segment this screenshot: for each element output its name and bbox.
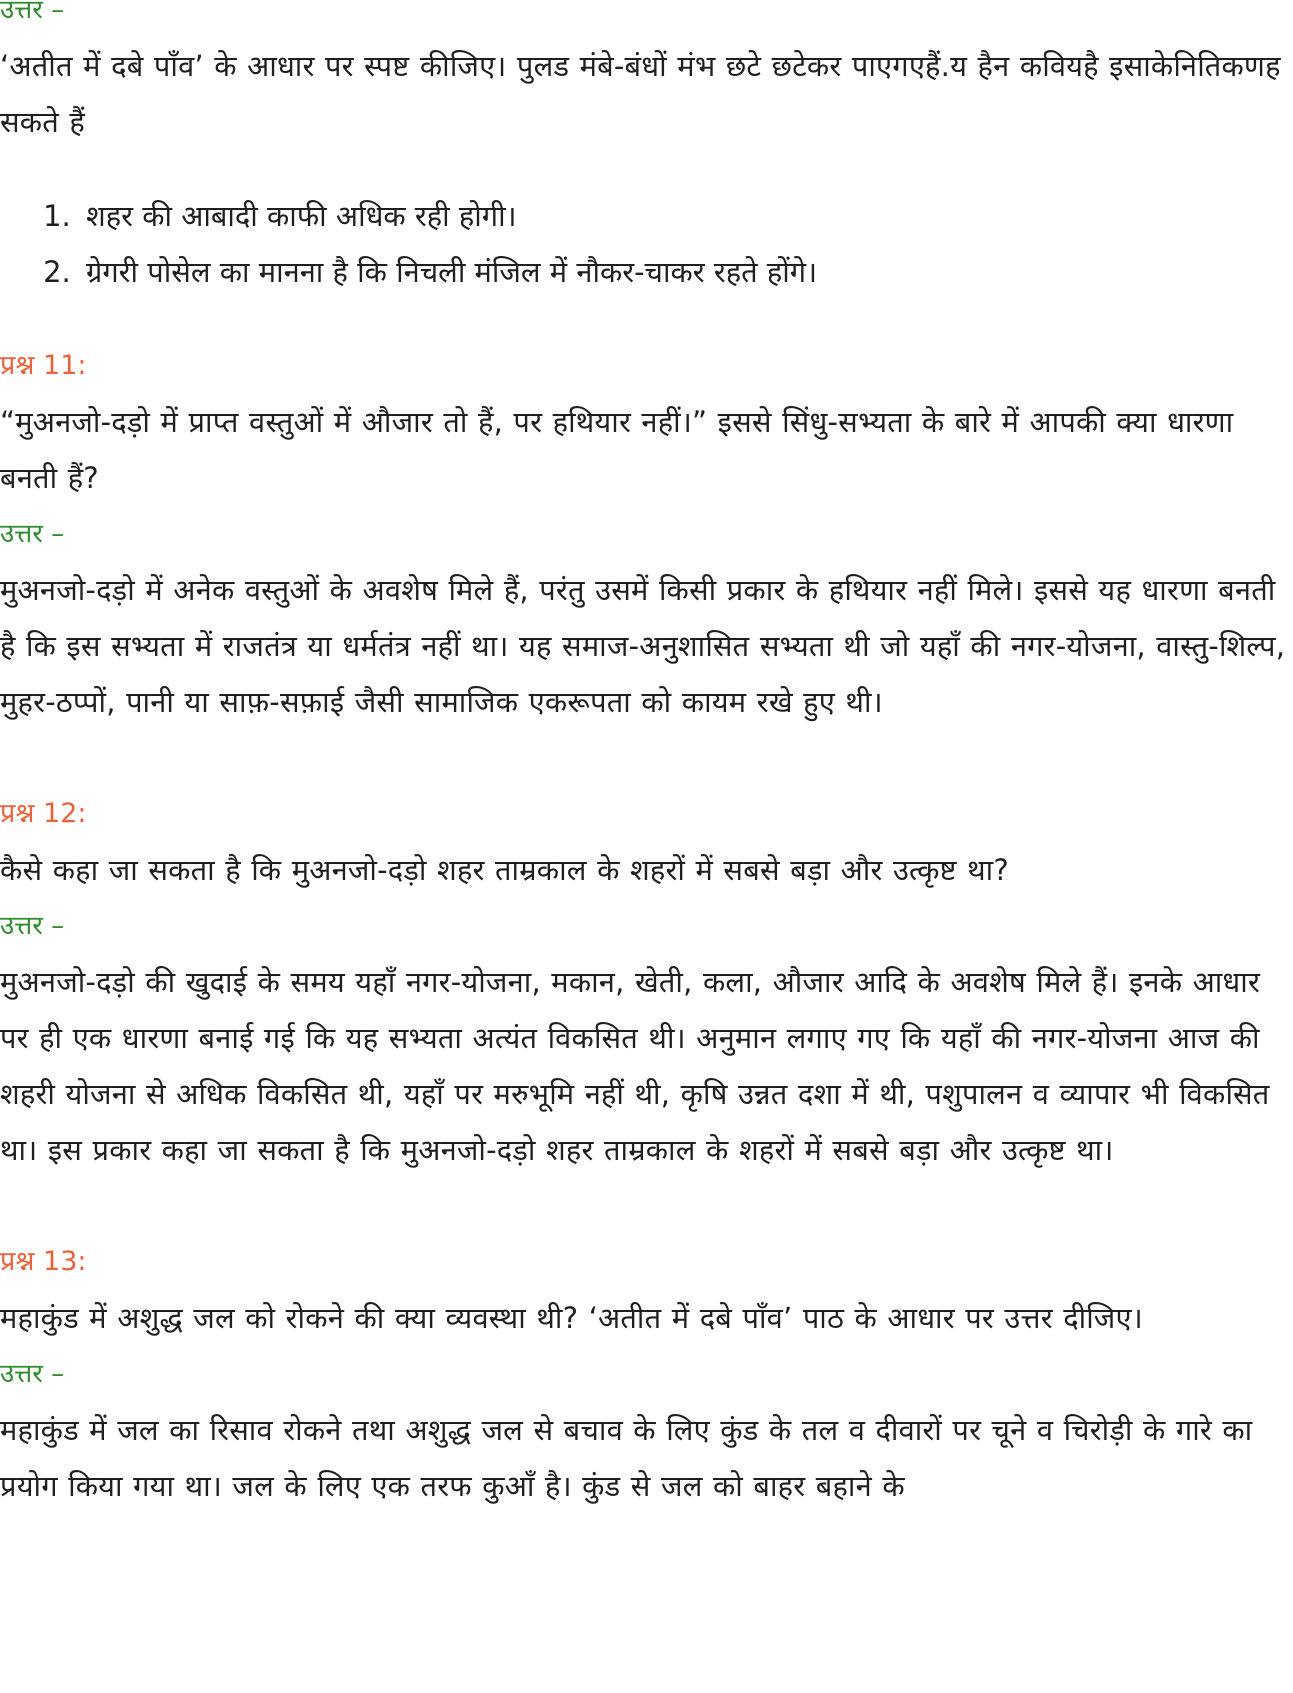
- answer-label: उत्तर –: [0, 0, 65, 25]
- question-text: “मुअनजो-दड़ो में प्राप्त वस्तुओं में औजार तो हैं, पर हथियार नहीं।” इससे सिंधु-सभ्यता के बारे में आपकी क्या धारणा बनती हैं?: [0, 405, 1234, 495]
- answer-label: उत्तर –: [0, 911, 65, 941]
- question-label: प्रश्न 13:: [0, 1246, 87, 1277]
- answer-text: मुअनजो-दड़ो में अनेक वस्तुओं के अवशेष मिले हैं, परंतु उसमें किसी प्रकार के हथियार नहीं मिले। इससे यह धारणा बनती है कि इस सभ्यता में राजतंत्र या धर्मतंत्र नहीं था। यह समाज-अनुशासित सभ्यता थी जो यहाँ की नगर-योजना, वास्तु-शिल्प, मुहर-ठप्पों, पानी या साफ़-सफ़ाई जैसी सामाजिक एकरूपता को कायम रखे हुए थी।: [0, 573, 1286, 719]
- question-label: प्रश्न 12:: [0, 798, 87, 829]
- answer-text: महाकुंड में जल का रिसाव रोकने तथा अशुद्ध जल से बचाव के लिए कुंड के तल व दीवारों पर चूने व चिरोड़ी के गारे का प्रयोग किया गया था। जल के लिए एक तरफ कुआँ है। कुंड से जल को बाहर बहाने के: [0, 1413, 1253, 1503]
- spacer: [0, 1178, 1290, 1234]
- spacer: [0, 150, 1290, 188]
- list-item: 1. शहर की आबादी काफी अधिक रही होगी।: [80, 188, 1290, 244]
- answer-label: उत्तर –: [0, 519, 65, 549]
- answer-text: मुअनजो-दड़ो की खुदाई के समय यहाँ नगर-योजना, मकान, खेती, कला, औजार आदि के अवशेष मिले हैं। इनके आधार पर ही एक धारणा बनाई गई कि यह सभ्यता अत्यंत विकसित थी। अनुमान लगाए गए कि यहाँ की नगर-योजना आज की शहरी योजना से अधिक विकसित थी, यहाँ पर मरुभूमि नहीं थी, कृषि उन्नत दशा में थी, पशुपालन व व्यापार भी विकसित था। इस प्रकार कहा जा सकता है कि मुअनजो-दड़ो शहर ताम्रकाल के शहरों में सबसे बड़ा और उत्कृष्ट था।: [0, 965, 1270, 1167]
- list-item: 2. ग्रेगरी पोसेल का मानना है कि निचली मंजिल में नौकर-चाकर रहते होंगे।: [80, 244, 1290, 300]
- answer-text: ‘अतीत में दबे पाँव’ के आधार पर स्पष्ट कीजिए। पुलड मंबे-बंधों मंभ छटे छटेकर पाएगएहैं.य हैन कवियहै इसाकेनितिकणह सकते हैं: [0, 49, 1281, 139]
- question-text: महाकुंड में अशुद्ध जल को रोकने की क्या व्यवस्था थी? ‘अतीत में दबे पाँव’ पाठ के आधार पर उत्तर दीजिए।: [0, 1301, 1143, 1335]
- answer-label: उत्तर –: [0, 1359, 65, 1389]
- question-text: कैसे कहा जा सकता है कि मुअनजो-दड़ो शहर ताम्रकाल के शहरों में सबसे बड़ा और उत्कृष्ट था?: [0, 853, 1009, 887]
- spacer: [0, 730, 1290, 786]
- question-label: प्रश्न 11:: [0, 350, 87, 381]
- answer-point-list: [0, 188, 1290, 300]
- spacer: [0, 300, 1290, 338]
